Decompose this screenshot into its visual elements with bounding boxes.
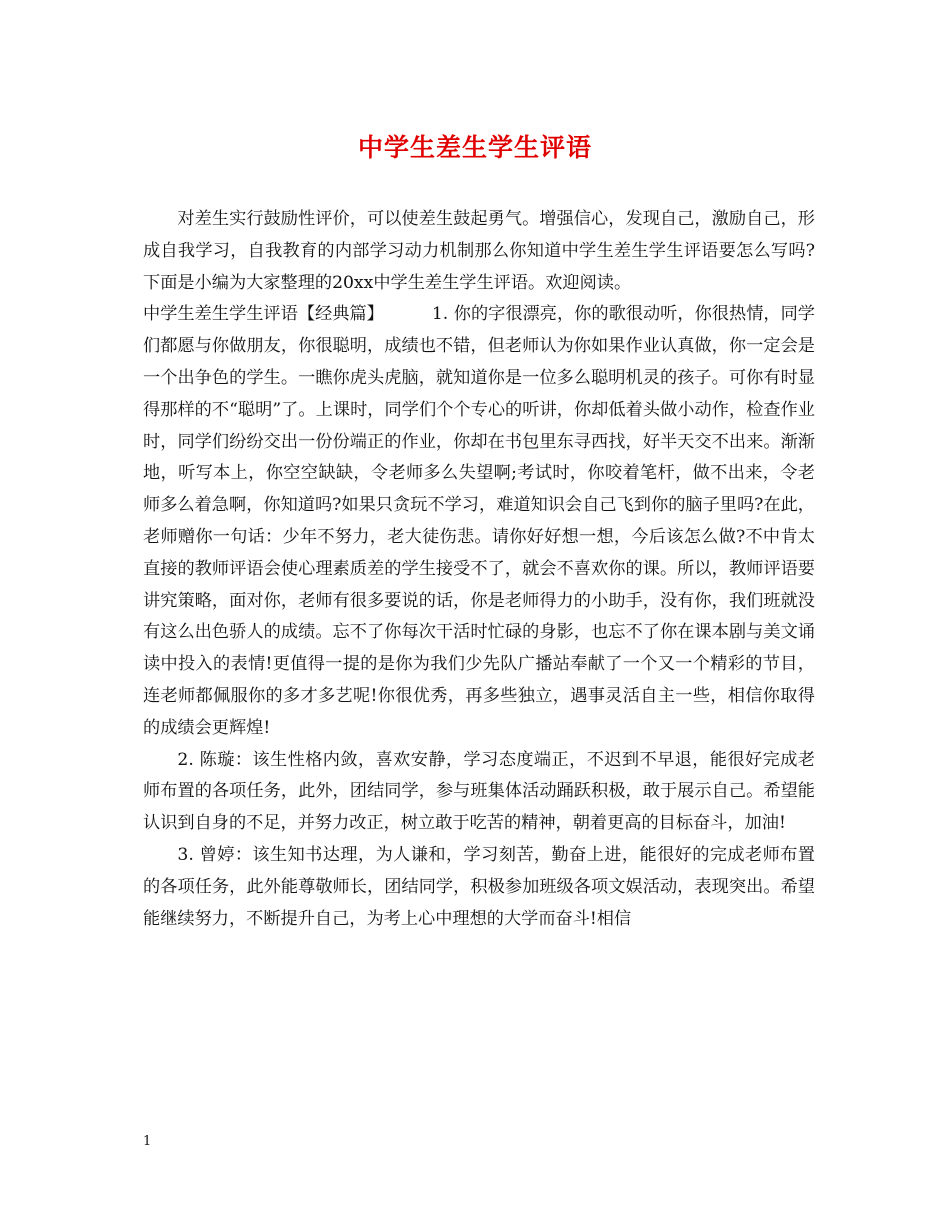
document-title: 中学生差生学生评语 [357, 133, 592, 162]
item-1-text: 1. 你的字很漂亮，你的歌很动听，你很热情，同学们都愿与你做朋友，你很聪明，成绩也不错，但老师认为你如果作业认真做，你一定会是一个出争色的学生。一瞧你虎头虎脑，就知道你是一位多么聪明机灵的孩子。可你有时显得那样的不“聪明”了。上课时，同学们个个专心的听讲，你却低着头做小动作，检查作业时，同学们纷纷交出一份份端正的作业，你却在书包里东寻西找，好半天交不出来。渐渐地，听写本上，你空空缺缺，令老师多么失望啊;考试时，你咬着笔杆，做不出来，令老师多么着急啊，你知道吗?如果只贪玩不学习，难道知识会自己飞到你的脑子里吗?在此，老师赠你一句话：少年不努力，老大徒伤悲。请你好好想一想，今后该怎么做?不中肯太直接的教师评语会使心理素质差的学生接受不了，就会不喜欢你的课。所以，教师评语要讲究策略，面对你，老师有很多要说的话，你是老师得力的小助手，没有你，我们班就没有这么出色骄人的成绩。忘不了你每次干活时忙碌的身影，也忘不了你在课本剧与美文诵读中投入的表情!更值得一提的是你为我们少先队广播站奉献了一个又一个精彩的节目，连老师都佩服你的多才多艺呢!你很优秀，再多些独立，遇事灵活自主一些，相信你取得的成绩会更辉煌! [143, 304, 815, 738]
item-1-paragraph [143, 299, 815, 744]
item-3-text: 3. 曾婷：该生知书达理，为人谦和，学习刻苦，勤奋上进，能很好的完成老师布置的各项任务，此外能尊敬师长，团结同学，积极参加班级各项文娱活动，表现突出。希望能继续努力，不断提升自己，为考上心中理想的大学而奋斗!相信 [143, 844, 815, 929]
item-3-paragraph [143, 840, 815, 935]
item-2-text: 2. 陈璇：该生性格内敛，喜欢安静，学习态度端正，不迟到不早退，能很好完成老师布置的各项任务，此外，团结同学，参与班集体活动踊跃积极，敢于展示自己。希望能认识到自身的不足，并努力改正，树立敢于吃苦的精神，朝着更高的目标奋斗，加油! [143, 749, 815, 834]
intro-paragraph [143, 204, 815, 299]
document-body [143, 204, 815, 935]
item-2-paragraph [143, 745, 815, 840]
page-number: 1 [143, 1134, 152, 1149]
section-heading: 中学生差生学生评语【经典篇】 [143, 304, 384, 325]
intro-text: 对差生实行鼓励性评价，可以使差生鼓起勇气。增强信心，发现自己，激励自己，形成自我学习，自我教育的内部学习动力机制那么你知道中学生差生学生评语要怎么写吗?下面是小编为大家整理的20xx中学生差生学生评语。欢迎阅读。 [143, 209, 815, 293]
